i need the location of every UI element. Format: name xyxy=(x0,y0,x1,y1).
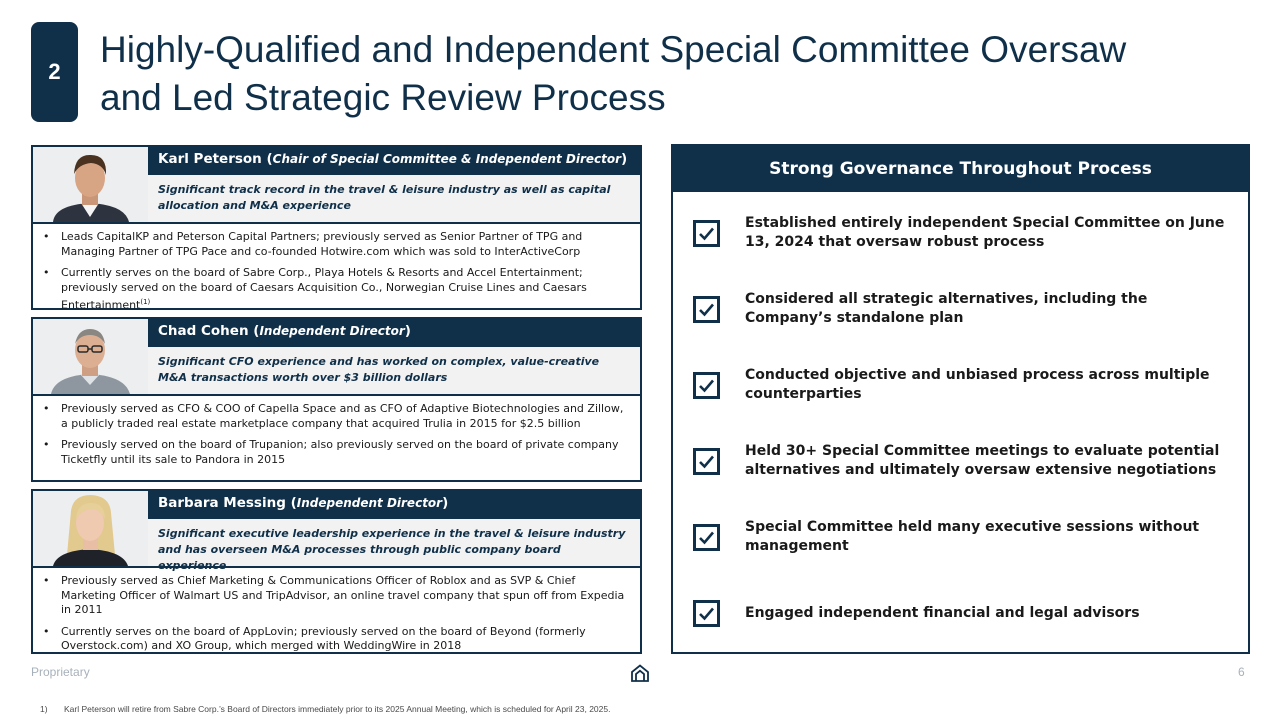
director-bullets xyxy=(41,230,632,320)
director-role: Independent Director xyxy=(259,324,405,338)
governance-item-text: Established entirely independent Special Committee on June 13, 2024 that oversaw robust process xyxy=(745,215,1225,250)
director-photo xyxy=(33,491,148,566)
director-card-barbara-messing xyxy=(31,489,642,654)
director-name-bar: Barbara Messing (Independent Director) xyxy=(148,491,640,519)
proprietary-label: Proprietary xyxy=(31,665,90,679)
director-bullet: • Previously served on the board of Trupanion; also previously served on the board of private company Ticketfly until its sale to Pandora in 2015 xyxy=(41,438,632,467)
page-title-line2: and Led Strategic Review Process xyxy=(100,77,666,118)
director-summary: Significant track record in the travel & leisure industry as well as capital allocation and M&A experience xyxy=(148,175,640,222)
governance-item xyxy=(691,512,1228,562)
governance-item-text: Held 30+ Special Committee meetings to evaluate potential alternatives and ultimately oversaw extensive negotiations xyxy=(745,443,1220,478)
director-bullets xyxy=(41,574,632,661)
checkbox-checked-icon xyxy=(693,296,720,323)
director-role: Independent Director xyxy=(296,496,443,510)
governance-item xyxy=(691,284,1228,334)
house-logo-icon xyxy=(630,664,650,682)
governance-header: Strong Governance Throughout Process xyxy=(673,146,1248,192)
governance-item-text: Special Committee held many executive sessions without management xyxy=(745,519,1200,554)
director-name: Karl Peterson xyxy=(158,151,262,167)
director-card-chad-cohen xyxy=(31,317,642,482)
page-number: 6 xyxy=(1238,665,1245,679)
director-summary: Significant CFO experience and has worked on complex, value-creative M&A transactions worth over $3 billion dollars xyxy=(148,347,640,394)
footnote xyxy=(40,704,940,714)
director-bullet: • Currently serves on the board of Sabre Corp., Playa Hotels & Resorts and Accel Entertainment; previously served on the board of Caesars Acquisition Co., Norwegian Cruise Lines and Caesars Entertainment$^{(1)}$ xyxy=(41,266,632,313)
director-bullets xyxy=(41,402,632,474)
checkbox-checked-icon xyxy=(693,372,720,399)
governance-panel xyxy=(671,144,1250,654)
director-name: Chad Cohen xyxy=(158,323,249,339)
director-photo xyxy=(33,147,148,222)
checkbox-checked-icon xyxy=(693,448,720,475)
checkbox-checked-icon xyxy=(693,220,720,247)
governance-item-text: Engaged independent financial and legal advisors xyxy=(745,604,1140,621)
director-name-bar: Karl Peterson (Chair of Special Committee & Independent Director) xyxy=(148,147,640,175)
governance-item xyxy=(691,208,1228,258)
governance-item-text: Conducted objective and unbiased process across multiple counterparties xyxy=(745,367,1210,402)
director-name-bar: Chad Cohen (Independent Director) xyxy=(148,319,640,347)
governance-item xyxy=(691,588,1228,638)
director-bullet: • Currently serves on the board of AppLovin; previously served on the board of Beyond (formerly Overstock.com) and XO Group, which merged with WeddingWire in 2018 xyxy=(41,625,632,654)
governance-item-text: Considered all strategic alternatives, including the Company’s standalone plan xyxy=(745,291,1148,326)
director-bullet: • Previously served as Chief Marketing & Communications Officer of Roblox and as SVP & Chief Marketing Officer of Walmart US and TripAdvisor, an online travel company that spun off from Expedia in 2011 xyxy=(41,574,632,618)
page-title xyxy=(100,26,1260,122)
director-bullet: • Previously served as CFO & COO of Capella Space and as CFO of Adaptive Biotechnologies and Zillow, a publicly traded real estate marketplace company that acquired Trulia in 2015 for $2.5 billion xyxy=(41,402,632,431)
footnote-text: Karl Peterson will retire from Sabre Corp.’s Board of Directors immediately prior to its 2025 Annual Meeting, which is scheduled for April 23, 2025. xyxy=(64,704,611,714)
footnote-reference: (1) xyxy=(140,298,151,306)
director-photo xyxy=(33,319,148,394)
checkbox-checked-icon xyxy=(693,524,720,551)
section-number-badge xyxy=(31,22,78,122)
director-name: Barbara Messing xyxy=(158,495,286,511)
footnote-number: 1) xyxy=(40,704,48,714)
page-title-line1: Highly-Qualified and Independent Special Committee Oversaw xyxy=(100,29,1127,70)
governance-item xyxy=(691,436,1228,486)
checkbox-checked-icon xyxy=(693,600,720,627)
director-role: Chair of Special Committee & Independent Director xyxy=(272,152,622,166)
section-number: 2 xyxy=(48,59,61,84)
director-bullet: • Leads CapitalKP and Peterson Capital Partners; previously served as Senior Partner of TPG and Managing Partner of TPG Pace and co-founded Hotwire.com which was sold to InterActiveCorp xyxy=(41,230,632,259)
director-summary: Significant executive leadership experience in the travel & leisure industry and has overseen M&A processes through public company board experience xyxy=(148,519,640,566)
governance-item xyxy=(691,360,1228,410)
director-card-karl-peterson xyxy=(31,145,642,310)
